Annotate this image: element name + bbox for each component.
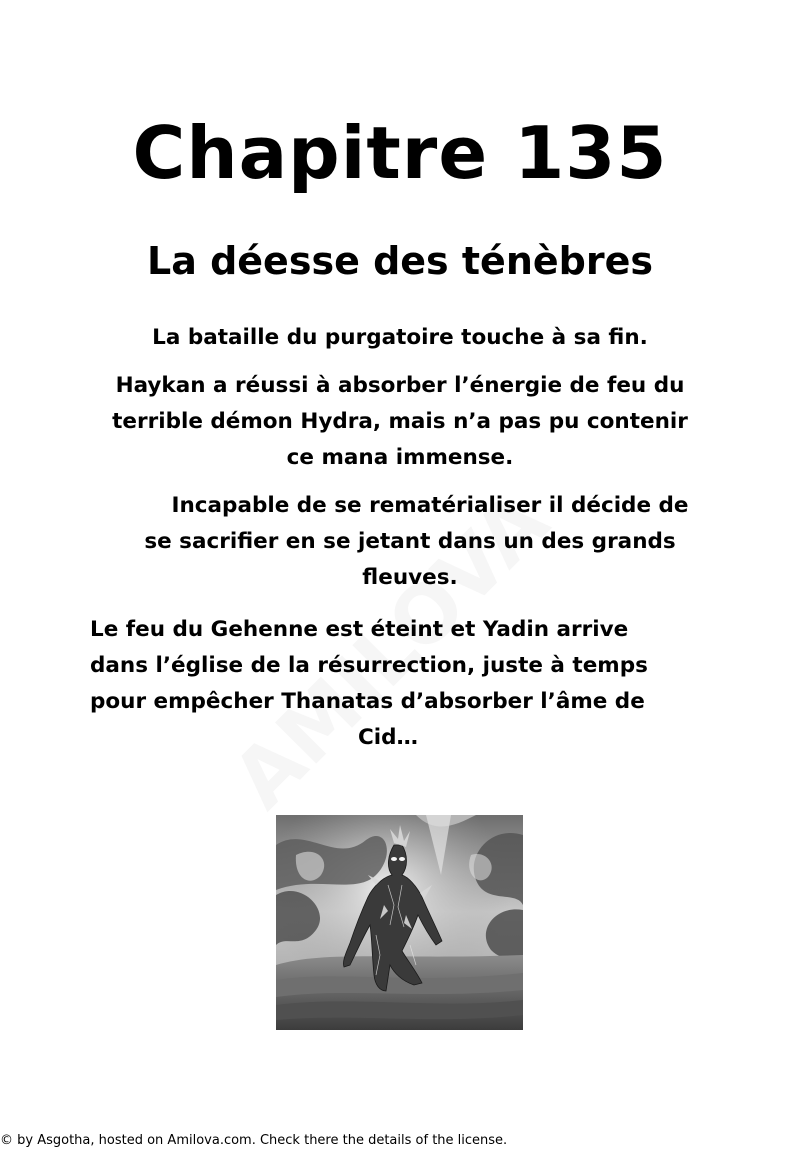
paragraph-4-line-2: dans l’église de la résurrection, juste à temps	[90, 653, 648, 678]
paragraph-4-line-3: pour empêcher Thanatas d’absorber l’âme de	[90, 689, 645, 714]
paragraph-4-line-1: Le feu du Gehenne est éteint et Yadin arrive	[90, 617, 629, 642]
body-paragraph-4	[90, 612, 710, 756]
body-paragraph-3: Incapable de se rematérialiser il décide de se sacrifier en se jetant dans un des grands fleuves.	[144, 493, 689, 590]
footer-credit: © by Asgotha, hosted on Amilova.com. Check there the details of the license.	[0, 1133, 508, 1148]
chapter-title: Chapitre 135	[132, 111, 668, 195]
paragraph-4-line-4: Cid…	[358, 725, 419, 750]
body-paragraph-2: Haykan a réussi à absorber l’énergie de feu du terrible démon Hydra, mais n’a pas pu contenir ce mana immense.	[112, 373, 688, 470]
chapter-subtitle: La déesse des ténèbres	[147, 239, 653, 283]
chapter-illustration	[276, 815, 523, 1030]
body-paragraph-1: La bataille du purgatoire touche à sa fin.	[152, 325, 648, 350]
